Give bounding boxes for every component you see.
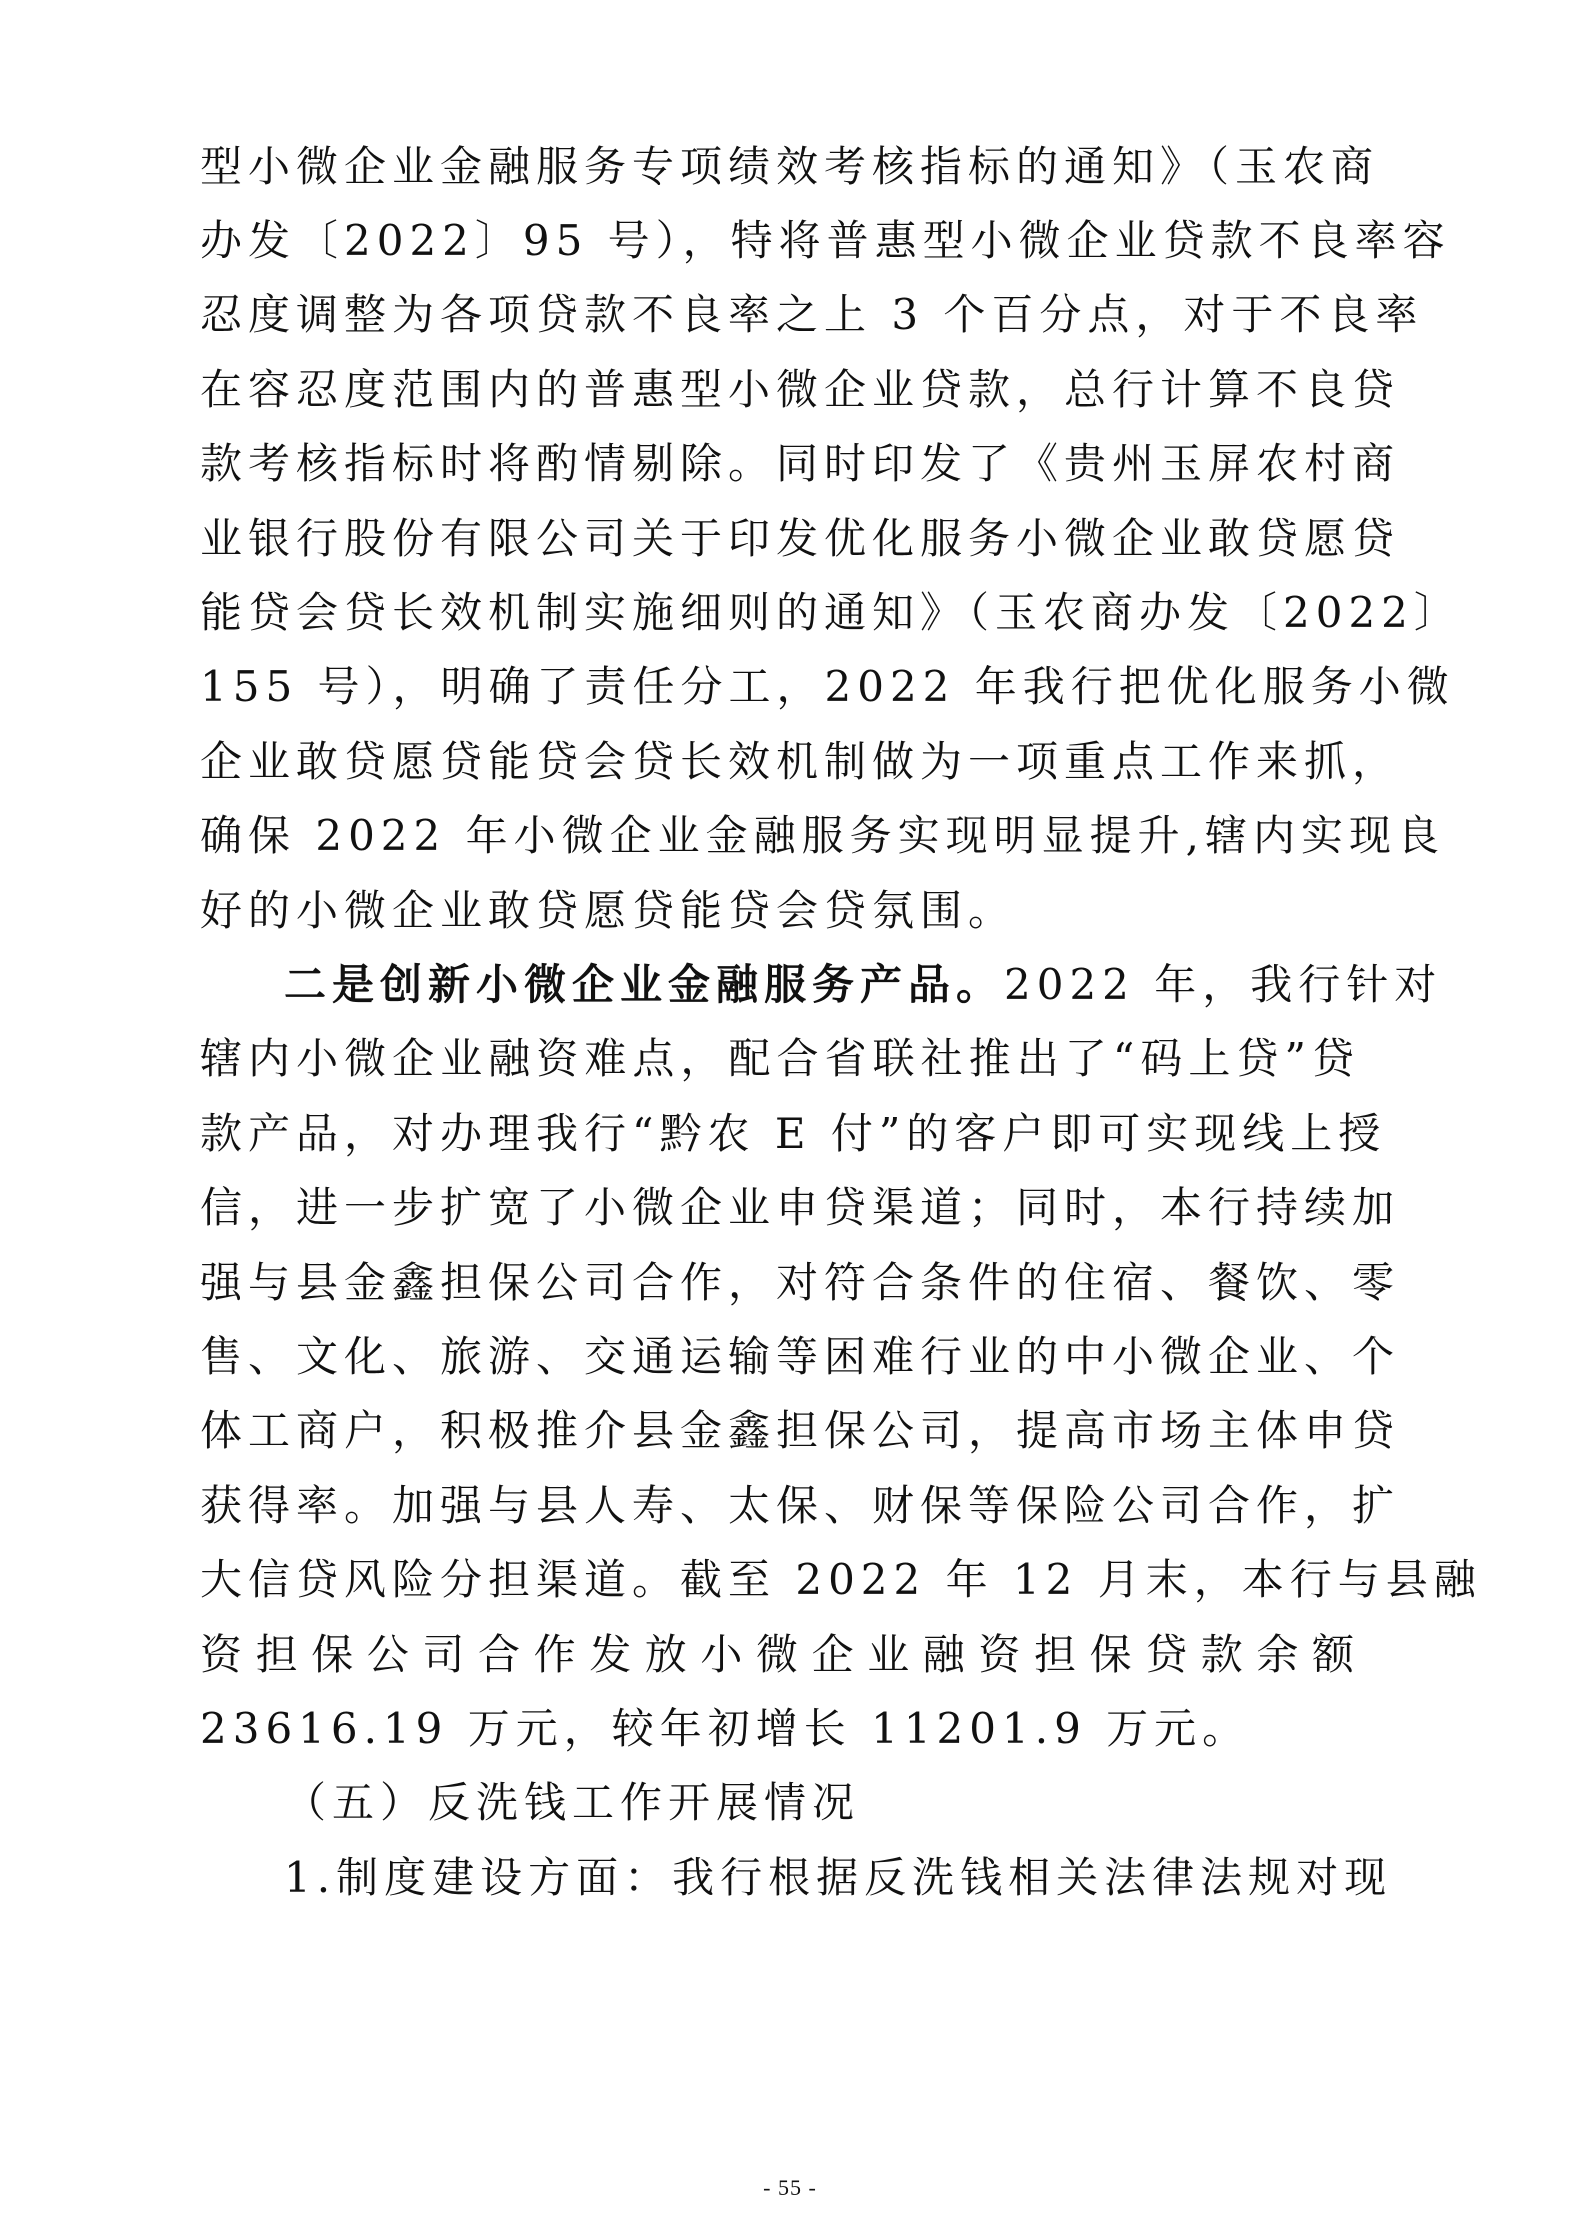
paragraph-line: 型小微企业金融服务专项绩效考核指标的通知》（玉农商 — [200, 142, 1380, 191]
paragraph-line: 获得率。加强与县人寿、太保、财保等保险公司合作，扩 — [200, 1481, 1401, 1530]
paragraph-line: 资担保公司合作发放小微企业融资担保贷款余额 — [200, 1630, 1360, 1679]
paragraph-line: 体工商户，积极推介县金鑫担保公司，提高市场主体申贷 — [200, 1406, 1401, 1455]
paragraph-line: 款考核指标时将酌情剔除。同时印发了《贵州玉屏农村商 — [200, 439, 1401, 488]
paragraph-line: 在容忍度范围内的普惠型小微企业贷款，总行计算不良贷 — [200, 365, 1401, 414]
paragraph-line: 售、文化、旅游、交通运输等困难行业的中小微企业、个 — [200, 1332, 1401, 1381]
paragraph-line: 23616.19 万元，较年初增长 11201.9 万元。 — [200, 1704, 1251, 1753]
paragraph-line: 办发〔2022〕95 号），特将普惠型小微企业贷款不良率容 — [200, 216, 1451, 265]
paragraph-line: 确保 2022 年小微企业金融服务实现明显提升,辖内实现良 — [200, 811, 1445, 860]
paragraph-line: 忍度调整为各项贷款不良率之上 3 个百分点，对于不良率 — [200, 290, 1424, 339]
paragraph-first-line — [284, 948, 1443, 1022]
paragraph-line: 大信贷风险分担渠道。截至 2022 年 12 月末，本行与县融 — [200, 1555, 1482, 1604]
paragraph-line: 企业敢贷愿贷能贷会贷长效机制做为一项重点工作来抓， — [200, 737, 1401, 786]
paragraph-line: 强与县金鑫担保公司合作，对符合条件的住宿、餐饮、零 — [200, 1258, 1401, 1307]
paragraph-line: 好的小微企业敢贷愿贷能贷会贷氛围。 — [200, 886, 1017, 935]
bold-lead-text: 二是创新小微企业金融服务产品。 — [284, 960, 1005, 1009]
paragraph-line: 业银行股份有限公司关于印发优化服务小微企业敢贷愿贷 — [200, 514, 1401, 563]
paragraph-line: 155 号），明确了责任分工，2022 年我行把优化服务小微 — [200, 662, 1455, 711]
paragraph-line: 辖内小微企业融资难点，配合省联社推出了“码上贷”贷 — [200, 1034, 1360, 1083]
paragraph-line: 能贷会贷长效机制实施细则的通知》（玉农商办发〔2022〕 — [200, 588, 1462, 637]
item-line: 1.制度建设方面：我行根据反洗钱相关法律法规对现 — [284, 1853, 1393, 1902]
section-heading: （五）反洗钱工作开展情况 — [284, 1778, 861, 1827]
paragraph-line: 款产品，对办理我行“黔农 E 付”的客户即可实现线上授 — [200, 1109, 1387, 1158]
paragraph-line: 信，进一步扩宽了小微企业申贷渠道；同时，本行持续加 — [200, 1183, 1401, 1232]
lead-rest-text: 2022 年，我行针对 — [1004, 960, 1443, 1009]
page-number: - 55 - — [763, 2175, 817, 2200]
